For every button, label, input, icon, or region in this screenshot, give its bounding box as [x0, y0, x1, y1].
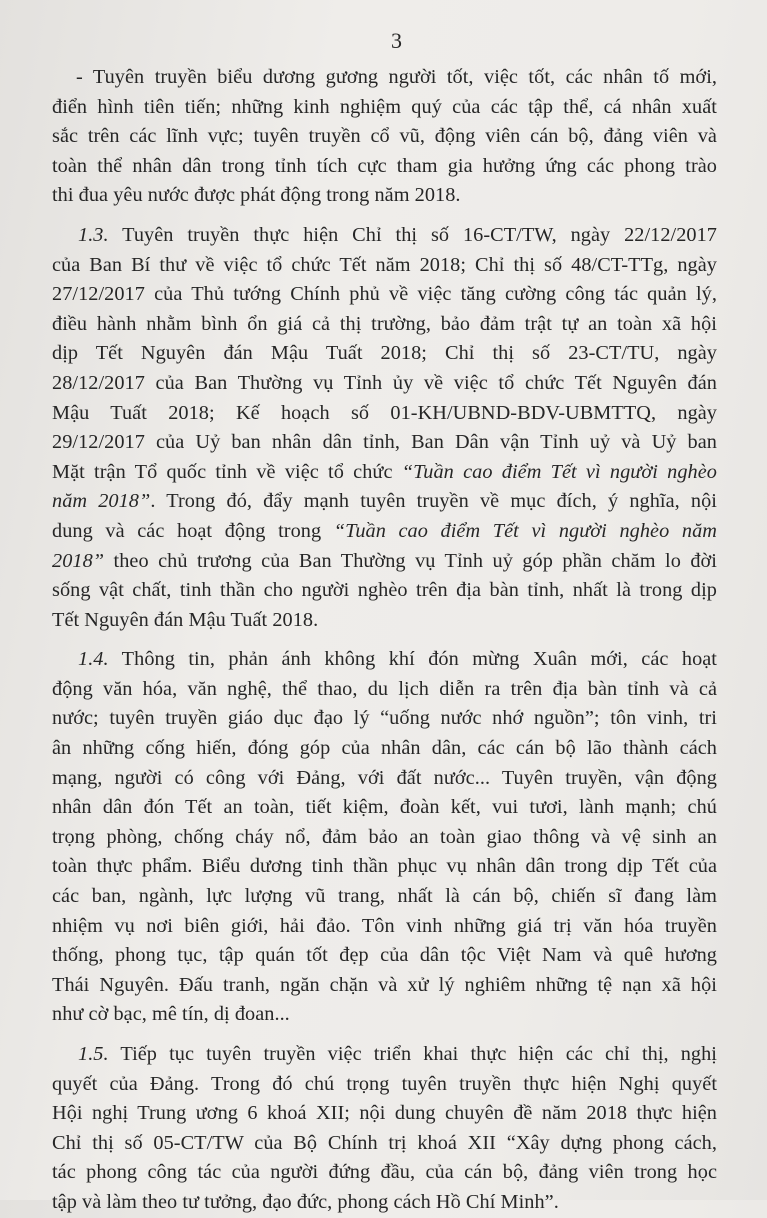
italic-title: năm 2018” — [52, 490, 151, 513]
text-line: Chỉ thị số 05-CT/TW của Bộ Chính trị khoá XII “Xây dựng phong cách, — [52, 1131, 717, 1154]
text-line: Hội nghị Trung ương 6 khoá XII; nội dung chuyên đề năm 2018 thực hiện — [52, 1102, 717, 1125]
text-line: tập và làm theo tư tưởng, đạo đức, phong cách Hồ Chí Minh”. — [52, 1190, 559, 1213]
text-line: thi đua yêu nước được phát động trong năm 2018. — [52, 184, 461, 207]
text-line: như cờ bạc, mê tín, dị đoan... — [52, 1003, 290, 1026]
section-number: 1.5. — [78, 1043, 109, 1065]
text-line: Mậu Tuất 2018; Kế hoạch số 01-KH/UBND-BDV-UBMTTQ, ngày — [52, 401, 717, 424]
text-line: điều hành nhằm bình ổn giá cả thị trường, bảo đảm trật tự an toàn xã hội — [52, 312, 717, 335]
text-line — [76, 221, 717, 251]
text-line — [52, 517, 717, 547]
text-line: toàn thực phẩm. Biểu dương tinh thần phục vụ nhân dân trong dịp Tết của — [52, 855, 717, 878]
text-line: các ban, ngành, lực lượng vũ trang, nhất là cán bộ, chiến sĩ đang làm — [52, 885, 717, 908]
text-segment: dung và các hoạt động trong — [52, 519, 334, 542]
text-line: dịp Tết Nguyên đán Mậu Tuất 2018; Chỉ thị số 23-CT/TU, ngày — [52, 342, 717, 365]
text-line: toàn thể nhân dân trong tỉnh tích cực tham gia hưởng ứng các phong trào — [52, 154, 717, 177]
text-segment: Thông tin, phản ánh không khí đón mừng Xuân mới, các hoạt — [108, 648, 717, 671]
text-line: điển hình tiên tiến; những kinh nghiệm quý của các tập thể, cá nhân xuất — [52, 95, 717, 118]
text-line — [52, 547, 717, 577]
text-line — [52, 458, 717, 488]
text-line: ân những cống hiến, đóng góp của nhân dân, các cán bộ lão thành cách — [52, 737, 717, 760]
text-line: quyết của Đảng. Trong đó chú trọng tuyên truyền thực hiện Nghị quyết — [52, 1072, 717, 1095]
text-line: 28/12/2017 của Ban Thường vụ Tỉnh ủy về việc tổ chức Tết Nguyên đán — [52, 371, 717, 394]
text-line: động văn hóa, văn nghệ, thể thao, du lịch diễn ra trên địa bàn tỉnh và cả — [52, 677, 717, 700]
text-line — [52, 487, 717, 517]
text-line: trọng phòng, chống cháy nổ, đảm bảo an toàn giao thông và vệ sinh an — [52, 825, 717, 848]
paragraph-1-5 — [52, 1040, 717, 1218]
text-line: Tết Nguyên đán Mậu Tuất 2018. — [52, 608, 319, 631]
text-line: - Tuyên truyền biểu dương gương người tốt, việc tốt, các nhân tố mới, — [76, 66, 717, 88]
text-segment: Tiếp tục tuyên truyền việc triển khai thực hiện các chỉ thị, nghị — [108, 1043, 717, 1065]
text-line: nhiệm vụ nơi biên giới, hải đảo. Tôn vinh những giá trị văn hóa truyền — [52, 914, 717, 937]
text-segment: . Trong đó, đẩy mạnh tuyên truyền về mục đích, ý nghĩa, nội — [150, 490, 717, 513]
italic-title: 2018” — [52, 549, 105, 572]
text-line: nước; tuyên truyền giáo dục đạo lý “uống nước nhớ nguồn”; tôn vinh, tri — [52, 707, 717, 730]
text-line: tác phong công tác của người đứng đầu, của cán bộ, đảng viên trong học — [52, 1161, 717, 1184]
text-line: của Ban Bí thư về việc tổ chức Tết năm 2018; Chỉ thị số 48/CT-TTg, ngày — [52, 253, 717, 276]
text-line: thống, phong tục, tập quán tốt đẹp của dân tộc Việt Nam và quê hương — [52, 944, 717, 967]
text-line: 29/12/2017 của Uỷ ban nhân dân tỉnh, Ban Dân vận Tỉnh uỷ và Uỷ ban — [52, 431, 717, 454]
text-line: 27/12/2017 của Thủ tướng Chính phủ về việc tăng cường công tác quản lý, — [52, 283, 717, 306]
text-segment: Mặt trận Tổ quốc tỉnh về việc tổ chức — [52, 460, 402, 483]
text-segment: theo chủ trương của Ban Thường vụ Tỉnh uỷ góp phần chăm lo đời — [104, 549, 717, 572]
paragraph-1-3 — [52, 221, 717, 635]
text-segment: Tuyên truyền thực hiện Chỉ thị số 16-CT/TW, ngày 22/12/2017 — [108, 223, 717, 246]
text-line: sắc trên các lĩnh vực; tuyên truyền cổ vũ, động viên cán bộ, đảng viên và — [52, 125, 717, 148]
text-line: mạng, người có công với Đảng, với đất nước... Tuyên truyền, vận động — [52, 766, 717, 789]
italic-title: “Tuần cao điểm Tết vì người nghèo năm — [333, 519, 717, 542]
paragraph-1-4 — [52, 645, 717, 1030]
text-line: nhân dân đón Tết an toàn, tiết kiệm, đoàn kết, vui tươi, lành mạnh; chú — [52, 796, 717, 819]
italic-title: “Tuần cao điểm Tết vì người nghèo — [401, 460, 717, 483]
paragraph-1 — [52, 63, 717, 211]
text-line — [76, 645, 717, 675]
section-number: 1.4. — [78, 648, 109, 671]
text-line: sống vật chất, tinh thần cho người nghèo trên địa bàn tỉnh, nhất là trong dịp — [52, 579, 717, 602]
section-number: 1.3. — [78, 223, 109, 246]
page-number: 3 — [391, 28, 402, 53]
text-line: Thái Nguyên. Đấu tranh, ngăn chặn và xử lý nghiêm những tệ nạn xã hội — [52, 973, 717, 996]
text-line — [76, 1040, 717, 1070]
